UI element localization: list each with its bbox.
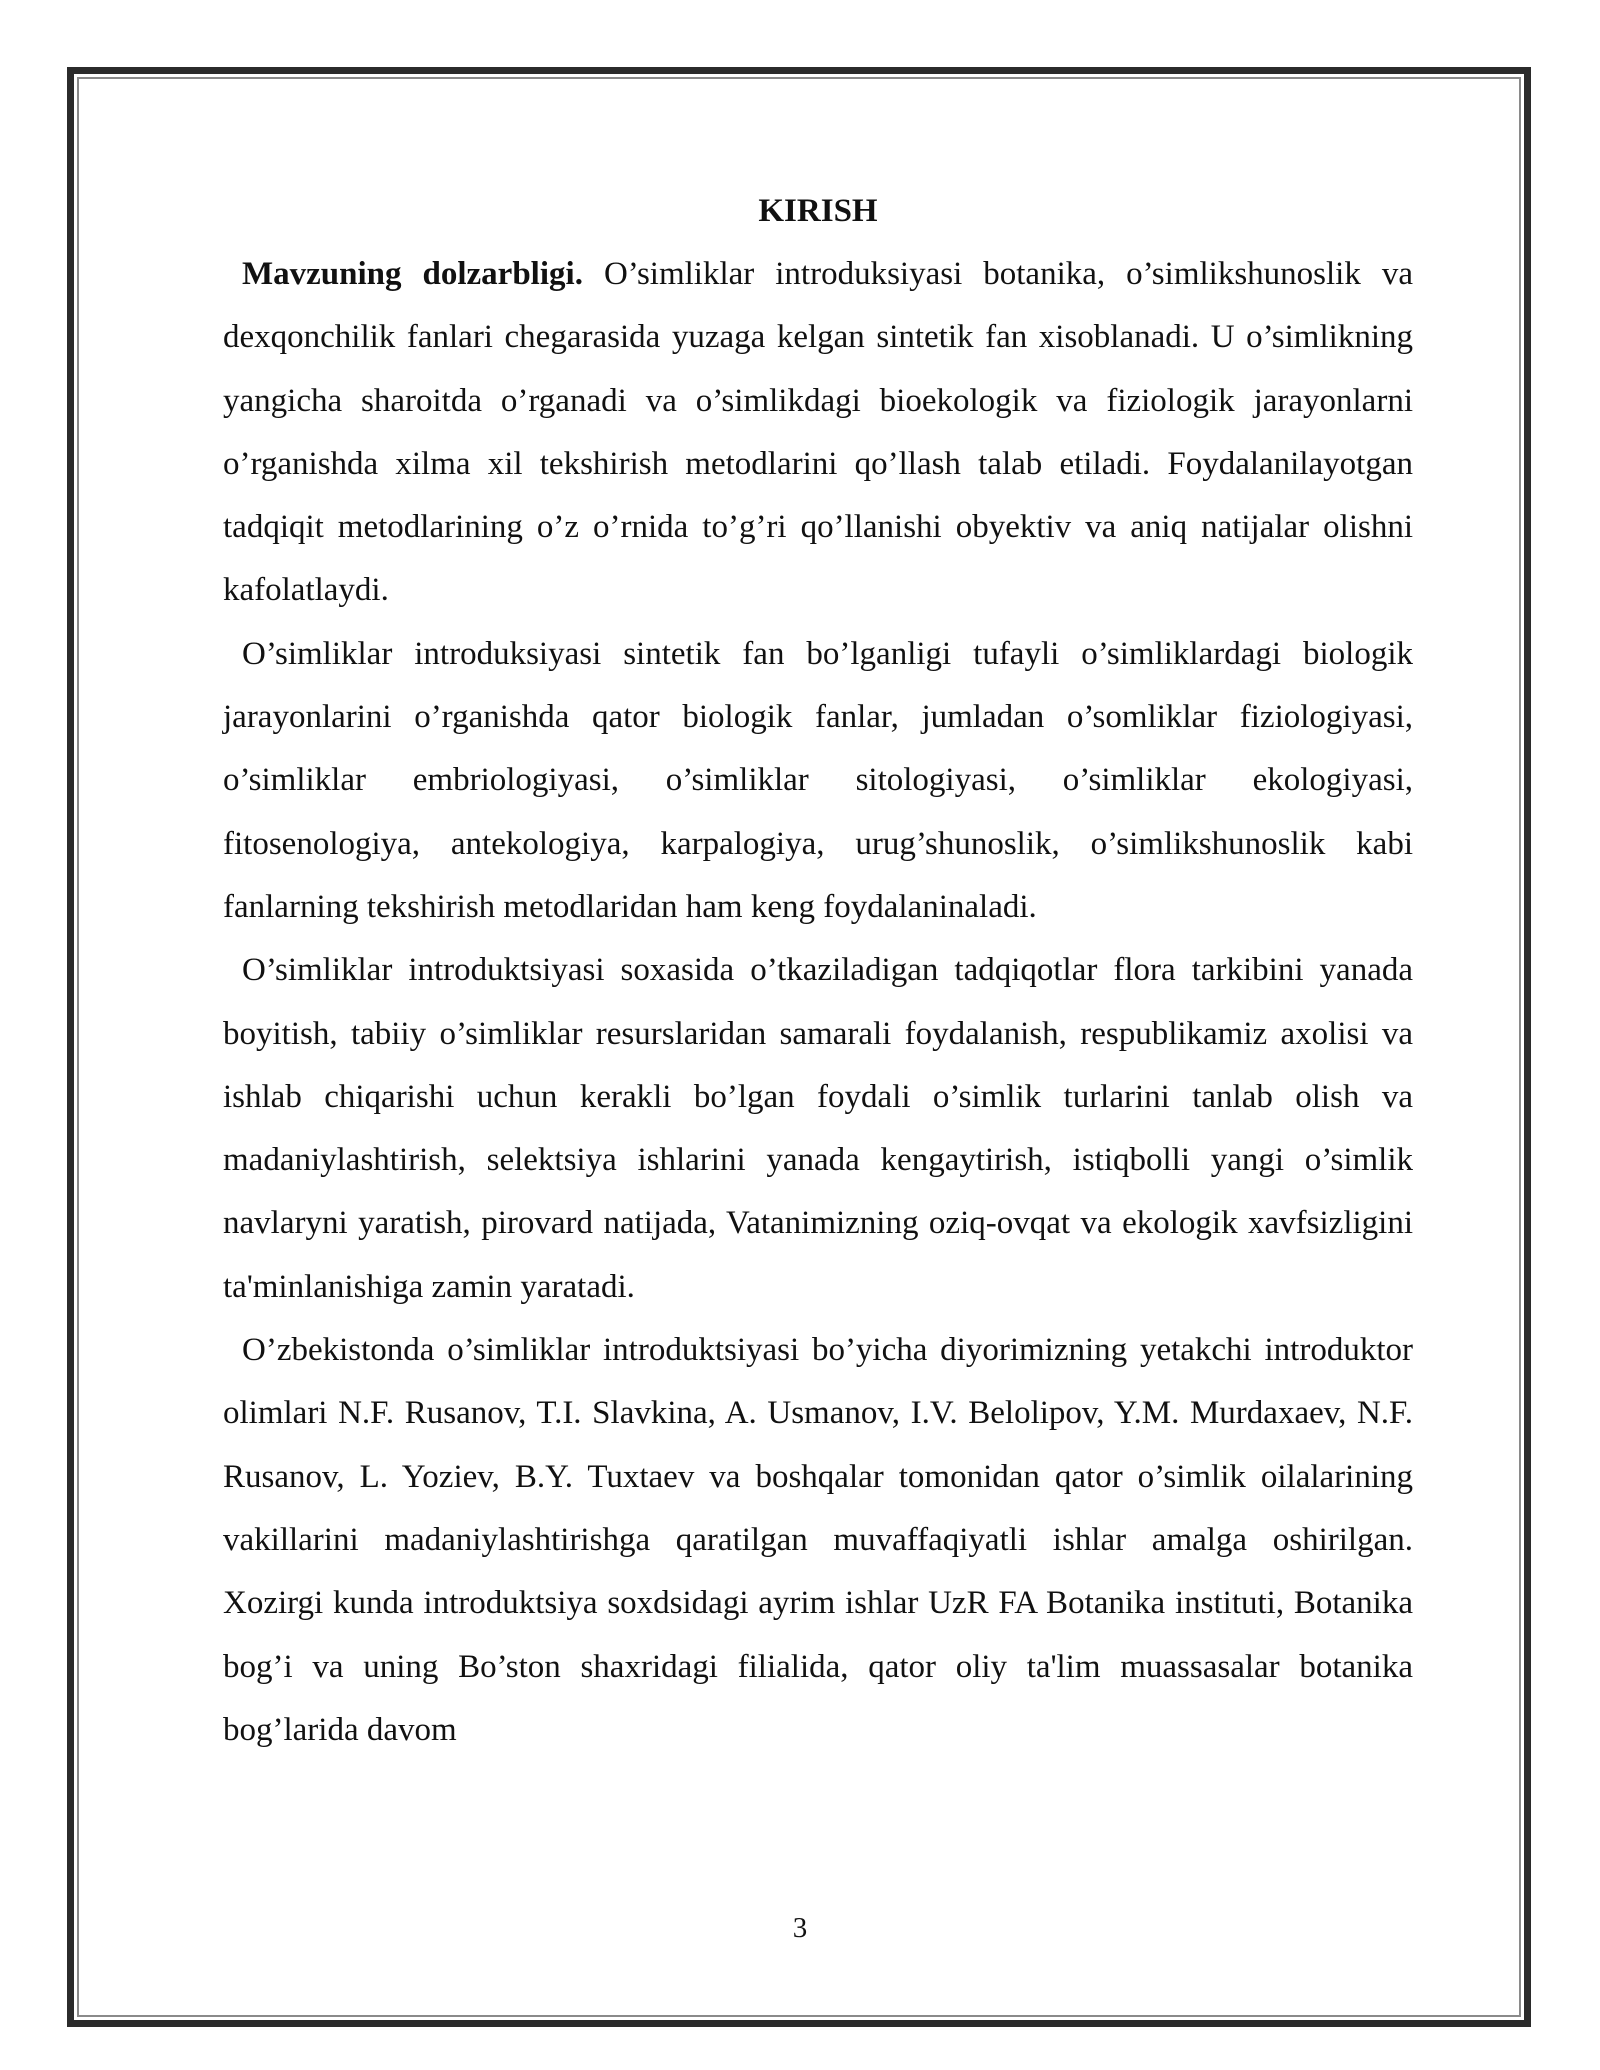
paragraph-1-text: O’simliklar introduksiyasi botanika, o’simlikshunoslik va dexqonchilik fanlari chegarasida yuzaga kelgan sintetik fan xisoblanadi. U o’simlikning yangicha sharoitda o’rganadi va o’simlikdagi bioekologik va fiziologik jarayonlarni o’rganishda xilma xil tekshirish metodlarini qo’llash talab etiladi. Foydalanilayotgan tadqiqit metodlarining o’z o’rnida to’g’ri qo’llanishi obyektiv va aniq natijalar olishni kafolatlaydi. (223, 256, 1413, 609)
paragraph-1-lead: Mavzuning dolzarbligi. (242, 256, 583, 292)
paragraph-3 (223, 939, 1413, 1319)
paragraph-3-text: O’simliklar introduktsiyasi soxasida o’tkaziladigan tadqiqotlar flora tarkibini yanada boyitish, tabiiy o’simliklar resurslaridan samarali foydalanish, respublikamiz axolisi va ishlab chiqarishi uchun kerakli bo’lgan foydali o’simlik turlarini tanlab olish va madaniylashtirish, selektsiya ishlarini yanada kengaytirish, istiqbolli yangi o’simlik navlaryni yaratish, pirovard natijada, Vatanimizning oziq-ovqat va ekologik xavfsizligini ta'minlanishiga zamin yaratadi. (223, 952, 1413, 1305)
page-title: KIRISH (758, 193, 878, 229)
paragraph-2-text: O’simliklar introduksiyasi sintetik fan bo’lganligi tufayli o’simliklardagi biologik jarayonlarini o’rganishda qator biologik fanlar, jumladan o’somliklar fiziologiyasi, o’simliklar embriologiyasi, o’simliklar sitologiyasi, o’simliklar ekologiyasi, fitosenologiya, antekologiya, karpalogiya, urug’shunoslik, o’simlikshunoslik kabi fanlarning tekshirish metodlaridan ham keng foydalaninaladi. (223, 635, 1413, 925)
paragraph-2 (223, 623, 1413, 939)
paragraph-4-text: O’zbekistonda o’simliklar introduktsiyasi bo’yicha diyorimizning yetakchi introduktor olimlari N.F. Rusanov, T.I. Slavkina, A. Usmanov, I.V. Belolipov, Y.M. Murdaxaev, N.F. Rusanov, L. Yoziev, B.Y. Tuxtaev va boshqalar tomonidan qator o’simlik oilalarining vakillarini madaniylashtirishga qaratilgan muvaffaqiyatli ishlar amalga oshirilgan. Xozirgi kunda introduktsiya soxdsidagi ayrim ishlar UzR FA Botanika instituti, Botanika bog’i va uning Bo’ston shaxridagi filialida, qator oliy ta'lim muassasalar botanika bog’larida davom (223, 1332, 1413, 1748)
paragraph-1 (223, 243, 1413, 623)
document-body (223, 180, 1413, 1762)
page-number: 3 (792, 1912, 808, 1944)
paragraph-4 (223, 1319, 1413, 1762)
